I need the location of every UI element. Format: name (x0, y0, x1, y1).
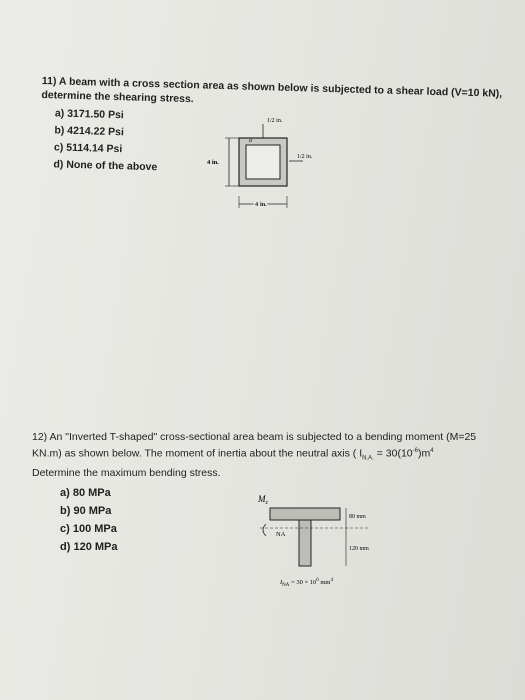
inertia-caption: $I_{NA} = 30 \times 10^6$ $mm^4$ (280, 578, 333, 588)
question-11-number: 11) (41, 74, 57, 88)
height-label: 4 in. (207, 159, 219, 166)
dim-top-label: 80 mm (349, 514, 366, 520)
option-a[interactable]: a) 80 MPa (60, 486, 111, 499)
question-12-number: 12) (32, 431, 48, 443)
question-12-body-b: = 30(10 (373, 447, 413, 460)
question-11-body: A beam with a cross section area as shown below is subjected to a shear load (V=10 kN), determine the shearing stress. (41, 75, 503, 106)
neutral-axis-label: NA (276, 531, 286, 538)
question-12-subscript: N.A. (362, 455, 374, 462)
option-d[interactable]: d) 120 MPa (60, 540, 118, 553)
option-b[interactable]: b) 4214.22 Psi (54, 124, 125, 139)
moment-arrow-icon (263, 524, 266, 536)
question-12-body-a: An "Inverted T-shaped" cross-sectional area beam is subjected to a bending moment (M=25 KN.m) as shown below. The moment of inertia about the neutral axis ( I (32, 431, 477, 460)
dim-bottom-label: 120 mm (349, 546, 369, 552)
option-c[interactable]: c) 5114.14 Psi (53, 141, 123, 156)
question-12-body-c: )m (417, 447, 431, 460)
question-12-exp2: 4 (430, 448, 434, 454)
side-thickness-label: 1/2 in. (297, 154, 313, 160)
t-web (299, 520, 311, 566)
width-label: 4 in. (255, 201, 267, 208)
box-inner (246, 145, 280, 179)
moment-label: $M_z$ (258, 494, 268, 506)
question-12-exp: -6 (412, 448, 418, 454)
box-section-figure (205, 112, 315, 222)
option-a[interactable]: a) 3171.50 Psi (54, 107, 124, 122)
option-c[interactable]: c) 100 MPa (60, 522, 117, 535)
point-a-label: a (249, 138, 252, 144)
question-12-text (32, 430, 502, 480)
question-12-body-d: Determine the maximum bending stress. (32, 466, 221, 479)
option-d[interactable]: d) None of the above (53, 158, 158, 174)
t-flange (270, 508, 340, 520)
t-section-figure (250, 490, 385, 590)
top-thickness-label: 1/2 in. (267, 118, 283, 124)
option-b[interactable]: b) 90 MPa (60, 504, 112, 517)
